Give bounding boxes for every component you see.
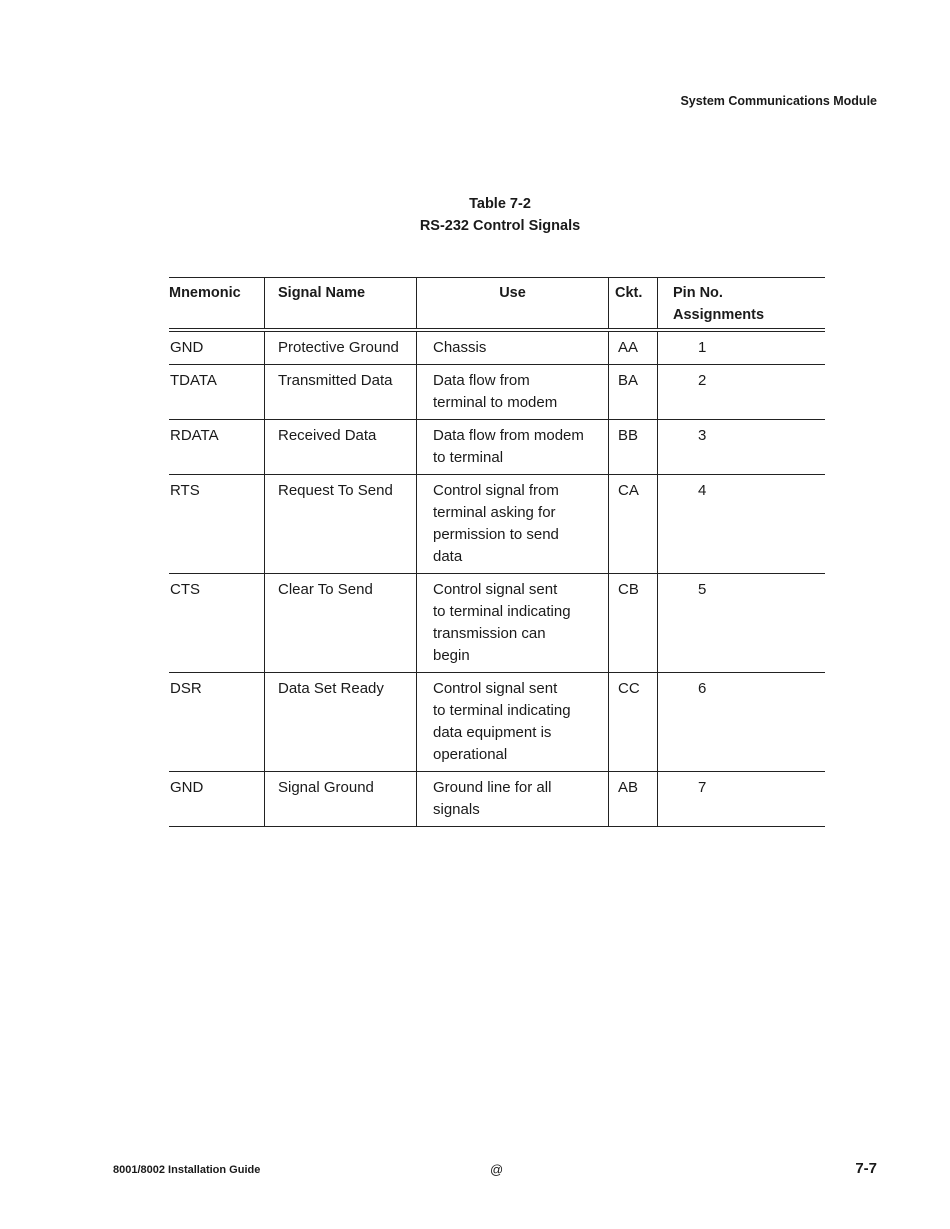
cell-pin-number: 6 [698,680,707,697]
cell-use: Control signal from terminal asking for permission to send data [417,475,609,573]
cell-signal-name: Protective Ground [265,332,417,364]
footer-center-mark: @ [490,1162,504,1177]
cell-pin-number: 4 [698,482,707,499]
footer-document-title: 8001/8002 Installation Guide [113,1164,261,1176]
table-row [169,772,825,827]
table-row [169,420,825,475]
cell-pin-number: 7 [698,779,707,796]
column-header-use: Use [417,278,609,328]
cell-circuit: CC [609,673,658,771]
cell-use: Ground line for all signals [417,772,609,826]
column-header-mnemonic: Mnemonic [169,278,265,328]
cell-circuit: BA [609,365,658,419]
cell-circuit: CA [609,475,658,573]
cell-signal-name: Received Data [265,420,417,474]
cell-mnemonic: TDATA [169,365,265,419]
cell-signal-name: Signal Ground [265,772,417,826]
column-header-circuit: Ckt. [609,278,658,328]
cell-signal-name: Clear To Send [265,574,417,672]
page-number: 7-7 [855,1160,877,1177]
cell-use: Control signal sent to terminal indicating transmission can begin [417,574,609,672]
cell-signal-name: Transmitted Data [265,365,417,419]
cell-use: Data flow from terminal to modem [417,365,609,419]
cell-use: Chassis [417,332,609,364]
cell-mnemonic: CTS [169,574,265,672]
cell-mnemonic: GND [169,772,265,826]
cell-pin-number: 1 [698,339,707,356]
cell-mnemonic: GND [169,332,265,364]
rs232-signal-table [169,277,825,827]
table-row [169,574,825,673]
table-row [169,475,825,574]
cell-mnemonic: DSR [169,673,265,771]
cell-mnemonic: RDATA [169,420,265,474]
cell-circuit: CB [609,574,658,672]
cell-circuit: AA [609,332,658,364]
table-row [169,673,825,772]
column-header-pin-number: Pin No. Assignments [673,285,765,323]
cell-pin-number: 3 [698,427,707,444]
cell-use: Data flow from modem to terminal [417,420,609,474]
table-header-row [169,277,825,332]
running-header: System Communications Module [680,94,877,108]
cell-use: Control signal sent to terminal indicating data equipment is operational [417,673,609,771]
table-row [169,365,825,420]
cell-signal-name: Data Set Ready [265,673,417,771]
cell-pin-number: 2 [698,372,707,389]
cell-circuit: AB [609,772,658,826]
cell-pin-number: 5 [698,581,707,598]
column-header-signal-name: Signal Name [265,278,417,328]
cell-circuit: BB [609,420,658,474]
table-number: Table 7-2 [469,196,531,212]
table-title: RS-232 Control Signals [419,218,581,234]
cell-mnemonic: RTS [169,475,265,573]
table-row [169,332,825,365]
cell-signal-name: Request To Send [265,475,417,573]
